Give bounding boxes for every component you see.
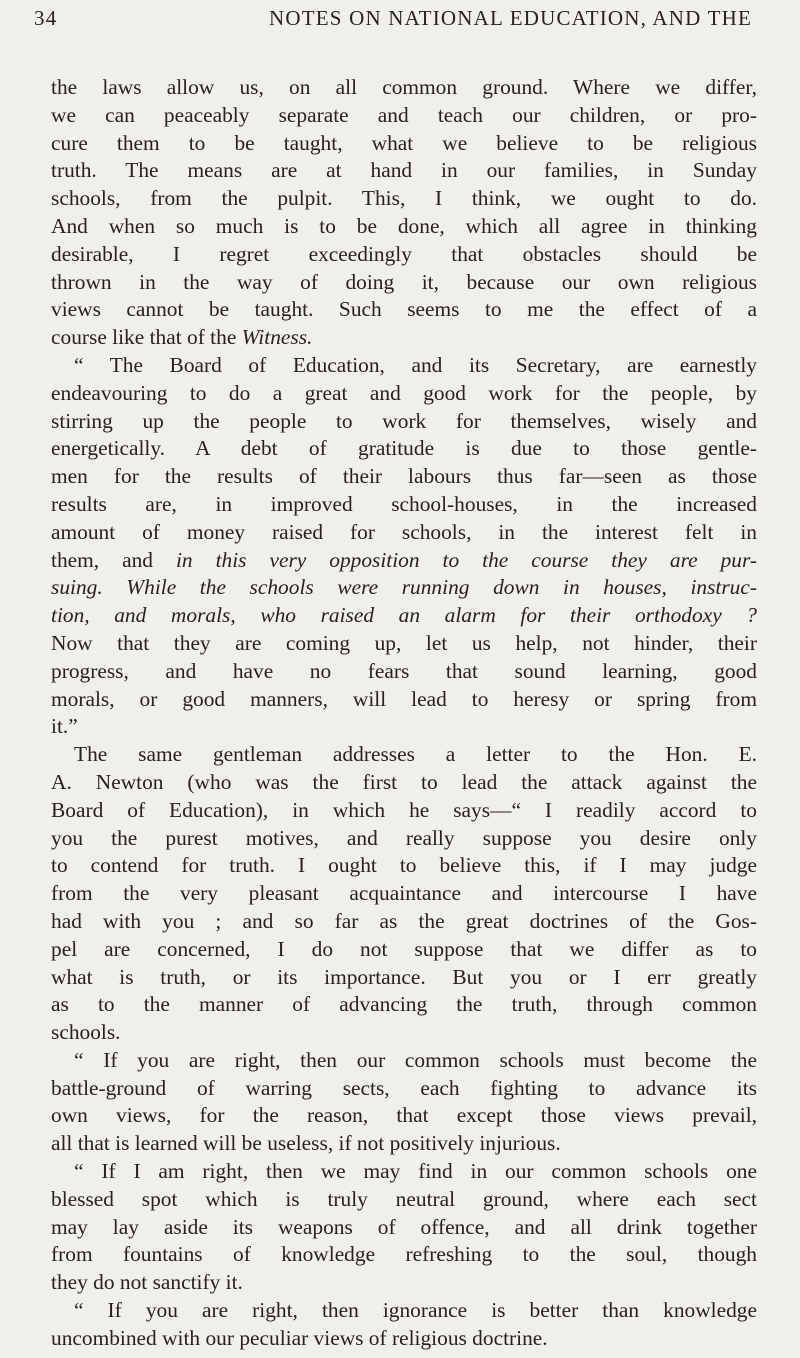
text-line: progress, and have no fears that sound learning, good [51,658,757,683]
text-line: it.” [51,714,78,739]
text-line: amount of money raised for schools, in the interest felt in [51,519,757,544]
text-line: blessed spot which is truly neutral ground, where each sect [51,1186,757,1211]
text-line: stirring up the people to work for themselves, wisely and [51,408,757,433]
text-line: “ If I am right, then we may find in our common schools one [74,1159,757,1184]
text-line: desirable, I regret exceedingly that obstacles should be [51,241,757,266]
text-run: them, and [51,547,176,572]
italic-run: in this very opposition to the course they are pur- [175,547,757,572]
running-title: NOTES ON NATIONAL EDUCATION, AND THE [268,6,752,30]
text-line: pel are concerned, I do not suppose that we differ as to [51,936,757,961]
text-line: from fountains of knowledge refreshing to the soul, though [51,1242,757,1267]
text-line: cure them to be taught, what we believe to be religious [51,130,757,155]
text-line: energetically. A debt of gratitude is due to those gentle- [51,436,757,461]
text-line [51,602,757,630]
page-number: 34 [34,6,58,30]
text-line: had with you ; and so far as the great doctrines of the Gos- [51,908,757,933]
text-line: A. Newton (who was the first to lead the attack against the [51,769,757,794]
text-line: “ If you are right, then our common schools must become the [74,1047,757,1072]
text-line: Board of Education), in which he says—“ I readily accord to [51,797,757,822]
text-line: results are, in improved school-houses, in the increased [51,491,757,516]
text-line [51,574,757,602]
text-line: they do not sanctify it. [51,1270,243,1295]
text-line: men for the results of their labours thus far—seen as those [51,464,757,489]
text-line: thrown in the way of doing it, because our own religious [51,269,757,294]
text-line: truth. The means are at hand in our families, in Sunday [51,158,757,183]
text-line: may lay aside its weapons of offence, and all drink together [51,1214,757,1239]
text-line: from the very pleasant acquaintance and intercourse I have [51,881,757,906]
body-text [51,74,757,1353]
text-line: “ If you are right, then ignorance is better than knowledge [74,1298,757,1323]
text-line [51,547,757,575]
text-line: And when so much is to be done, which all agree in thinking [51,213,757,238]
text-line: you the purest motives, and really suppose you desire only [51,825,757,850]
text-line: battle-ground of warring sects, each fighting to advance its [51,1075,757,1100]
italic-title: Witness. [241,325,313,350]
text-line: schools, from the pulpit. This, I think, we ought to do. [51,186,757,211]
italic-run: suing. While the schools were running down in houses, instruc- [51,575,757,600]
text-run: course like that of the [51,325,242,350]
text-line: morals, or good manners, will lead to heresy or spring from [51,686,757,711]
text-line: as to the manner of advancing the truth, through common [51,992,757,1017]
text-line: own views, for the reason, that except those views prevail, [51,1103,757,1128]
text-line: “ The Board of Education, and its Secretary, are earnestly [74,352,757,377]
text-line: uncombined with our peculiar views of religious doctrine. [51,1325,548,1350]
running-head [34,6,752,46]
italic-run: tion, and morals, who raised an alarm for their orthodoxy ? [51,603,757,628]
text-line: the laws allow us, on all common ground. Where we differ, [51,75,757,99]
text-line: views cannot be taught. Such seems to me the effect of a [51,297,757,322]
text-line: to contend for truth. I ought to believe this, if I may judge [51,853,757,878]
text-line: The same gentleman addresses a letter to the Hon. E. [74,742,757,767]
text-line: all that is learned will be useless, if not positively injurious. [51,1131,561,1156]
text-line: schools. [51,1020,121,1045]
text-line: Now that they are coming up, let us help, not hinder, their [51,630,757,655]
text-line [51,324,757,352]
text-line: endeavouring to do a great and good work for the people, by [51,380,757,405]
text-line: we can peaceably separate and teach our children, or pro- [51,102,757,127]
text-line: what is truth, or its importance. But you or I err greatly [51,964,757,989]
